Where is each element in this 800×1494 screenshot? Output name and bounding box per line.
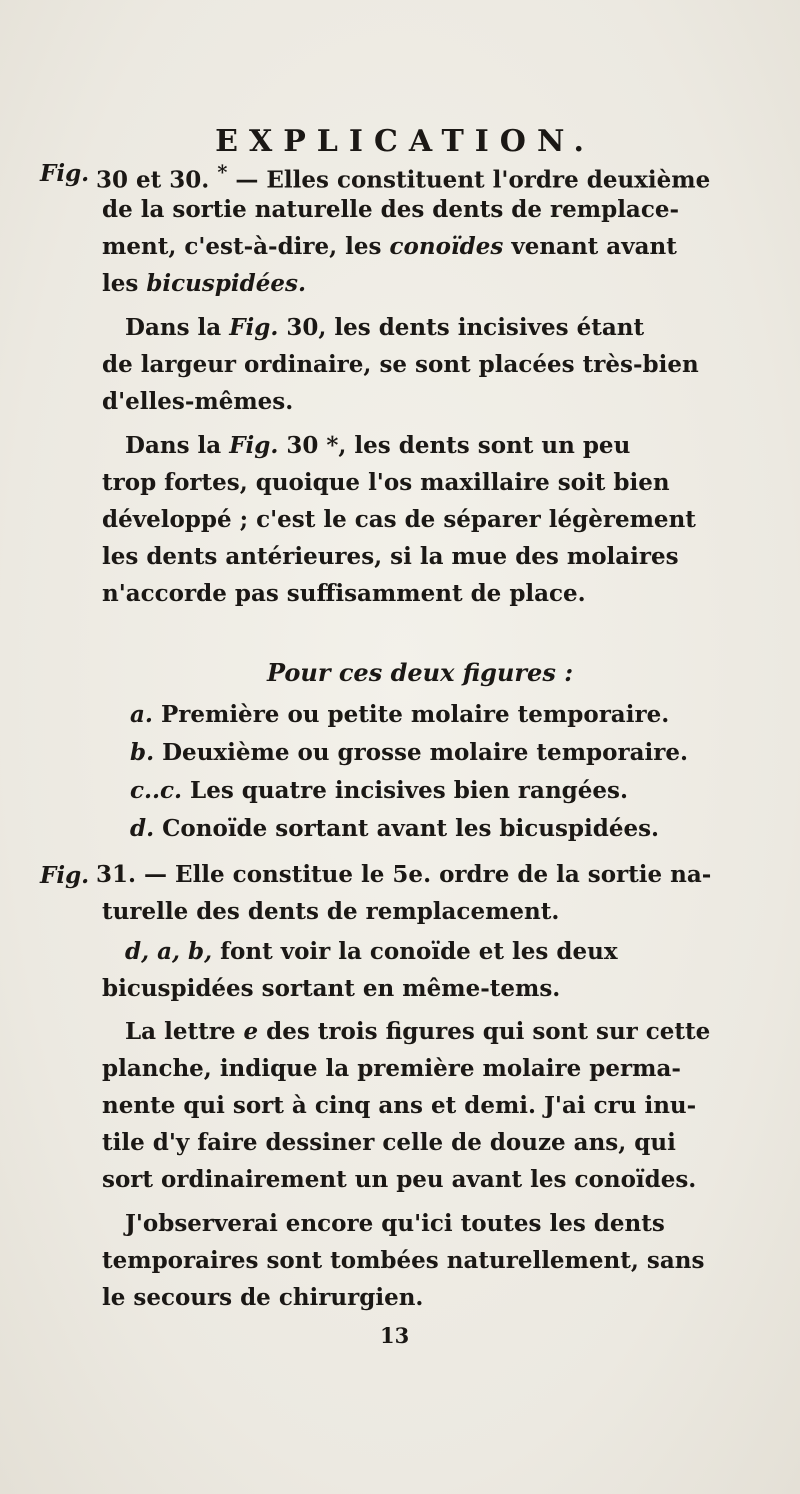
para3-fig: Fig.: [229, 432, 279, 459]
fig31-p2-lead: La lettre: [125, 1018, 236, 1045]
legend-key: c..c.: [130, 777, 183, 804]
para2-lead: Dans la: [125, 314, 222, 341]
para2-line1: [125, 313, 644, 343]
legend-item: [130, 738, 688, 768]
fig31-p3-line2: temporaires sont tombées naturellement, sans: [102, 1247, 705, 1274]
fig31-line4: bicuspidées sortant en même-tems.: [102, 975, 561, 1002]
fig30-bicuspidees: bicuspidées.: [146, 270, 306, 297]
fig30-line2: de la sortie naturelle des dents de remplace-: [102, 196, 680, 223]
para2-fig: Fig.: [229, 314, 279, 341]
legend-key: b.: [130, 739, 155, 766]
para3-lead: Dans la: [125, 432, 222, 459]
legend-item: [130, 776, 628, 806]
para3-rest: 30 *, les dents sont un peu: [286, 432, 631, 459]
legend-text: Première ou petite molaire temporaire.: [160, 701, 670, 728]
para3-line1: [125, 431, 630, 461]
fig31-p3-line3: le secours de chirurgien.: [102, 1284, 424, 1311]
fig30-line3: [102, 232, 677, 262]
fig31-p2-line5: sort ordinairement un peu avant les conoïdes.: [102, 1166, 697, 1193]
para2-line2: de largeur ordinaire, se sont placées très-bien: [102, 351, 699, 378]
fig30-dash-text: — Elles constituent l'ordre deuxième: [235, 166, 711, 194]
fig31-line3: [125, 937, 618, 967]
fig31-p2-line4: tile d'y faire dessiner celle de douze ans, qui: [102, 1129, 676, 1156]
para3-line3: développé ; c'est le cas de séparer légèrement: [102, 506, 696, 533]
legend-text: Deuxième ou grosse molaire temporaire.: [162, 739, 688, 766]
fig30-line3-lead: ment, c'est-à-dire, les: [102, 233, 382, 260]
legend-text: Les quatre incisives bien rangées.: [190, 777, 628, 804]
legend-item: [130, 814, 659, 844]
fig30-label: Fig.: [40, 160, 90, 187]
fig30-star: *: [217, 161, 228, 184]
subheading: Pour ces deux figures :: [266, 658, 574, 687]
fig31-keys: d, a, b,: [125, 938, 213, 965]
fig31-num: 31.: [96, 861, 137, 888]
para2-line3: d'elles-mêmes.: [102, 388, 294, 415]
legend-item: [130, 700, 669, 730]
fig31-p2-line3: nente qui sort à cinq ans et demi. J'ai cru inu-: [102, 1092, 697, 1119]
para3-line5: n'accorde pas suffisamment de place.: [102, 580, 586, 607]
fig31-p2-rest: des trois figures qui sont sur cette: [266, 1018, 711, 1045]
legend-text: Conoïde sortant avant les bicuspidées.: [162, 815, 660, 842]
fig31-p3-line1: J'observerai encore qu'ici toutes les dents: [125, 1210, 665, 1237]
legend-key: d.: [130, 815, 155, 842]
fig31-l3-text: font voir la conoïde et les deux: [220, 938, 618, 965]
fig31-line2: turelle des dents de remplacement.: [102, 898, 560, 925]
fig31-l1: — Elle constitue le 5e. ordre de la sortie na-: [144, 861, 712, 888]
fig30-line1: [96, 158, 710, 196]
para3-line2: trop fortes, quoique l'os maxillaire soit bien: [102, 469, 670, 496]
fig30-num: 30 et 30.: [96, 166, 210, 194]
fig30-conoides: conoïdes: [389, 233, 504, 260]
page-heading: EXPLICATION.: [215, 124, 595, 159]
fig30-venant: venant avant: [511, 233, 677, 260]
fig31-label: Fig.: [40, 862, 90, 889]
fig31-p2-letter: e: [243, 1018, 259, 1045]
para3-line4: les dents antérieures, si la mue des molaires: [102, 543, 679, 570]
fig31-p2-line2: planche, indique la première molaire perma-: [102, 1055, 681, 1082]
page-number: 13: [380, 1323, 410, 1348]
fig30-line4: [102, 269, 306, 299]
fig31-line1: [96, 860, 711, 890]
para2-rest: 30, les dents incisives étant: [286, 314, 645, 341]
legend-key: a.: [130, 701, 153, 728]
fig30-line4-lead: les: [102, 270, 139, 297]
fig31-p2-line1: [125, 1017, 710, 1047]
